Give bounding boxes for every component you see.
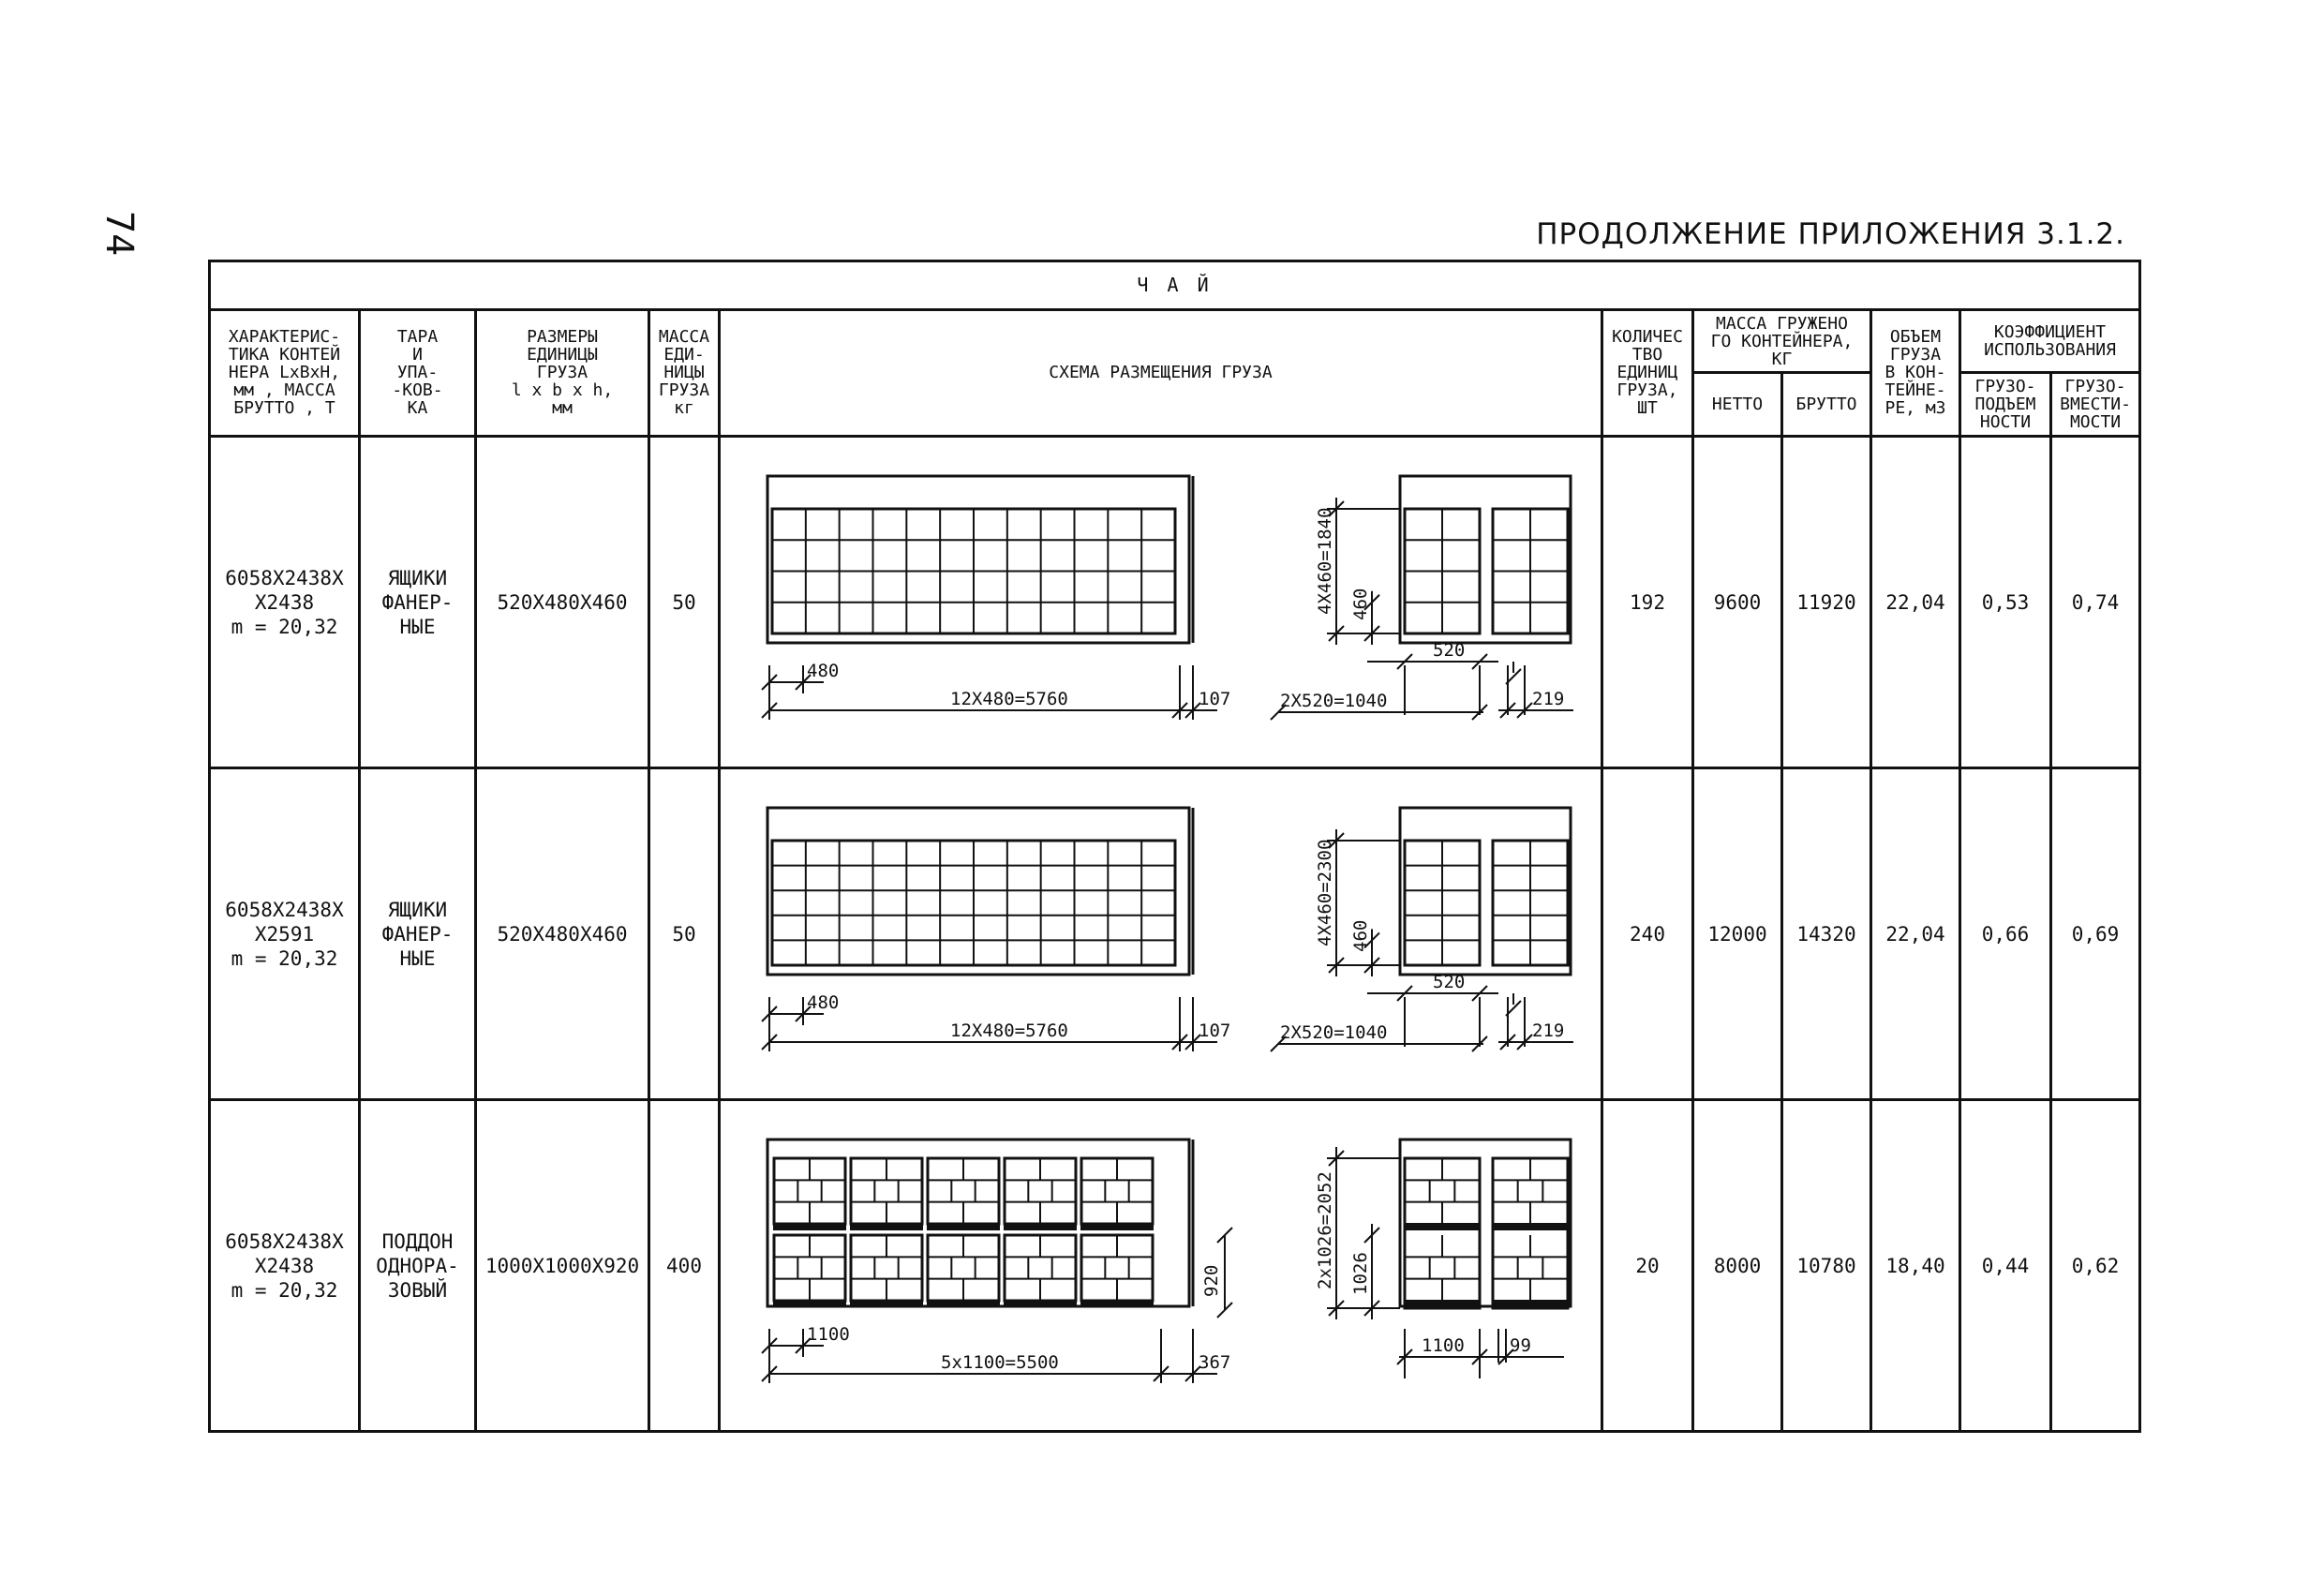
table-row <box>210 768 2140 1100</box>
text-line: ЕДИНИЦЫ <box>527 345 598 365</box>
text-line: Х2591 <box>254 922 315 946</box>
text-line: НИЦЫ <box>663 363 705 383</box>
text-line: ГРУЗА, <box>1616 380 1678 401</box>
dimension-label: 2Х520=1040 <box>1280 690 1388 711</box>
pallet-base <box>1081 1224 1153 1229</box>
volume-cell: 22,04 <box>1871 437 1960 768</box>
dimension-label: 480 <box>807 660 840 681</box>
header-unit-mass <box>649 309 720 436</box>
text-line: МОСТИ <box>2069 412 2122 433</box>
header-dimensions <box>476 309 649 436</box>
text-line: ЕДИ- <box>663 345 705 365</box>
text-line: БРУТТО , Т <box>233 398 335 419</box>
coef-cap-cell: 0,62 <box>2051 1100 2140 1432</box>
packaging-cell <box>360 1100 476 1432</box>
text-line: МАССА ГРУЖЕНО <box>1716 313 1848 334</box>
header-mass-group <box>1693 309 1871 373</box>
scheme-cell <box>720 1100 1602 1432</box>
coef-load-cell: 0,66 <box>1960 768 2051 1100</box>
dimension-label: 5х1100=5500 <box>941 1351 1059 1373</box>
header-coef-cap <box>2051 373 2140 437</box>
dimension-label: 1100 <box>1422 1334 1465 1356</box>
coef-cap-cell: 0,74 <box>2051 437 2140 768</box>
coef-cap-cell: 0,69 <box>2051 768 2140 1100</box>
text-line: ИСПОЛЬЗОВАНИЯ <box>1984 340 2116 361</box>
text-line: 6058Х2438Х <box>225 1229 344 1253</box>
dimension-label: 12Х480=5760 <box>950 688 1068 709</box>
text-line: ВМЕСТИ- <box>2060 395 2131 415</box>
text-line: В КОН- <box>1885 363 1946 383</box>
text-line: НЕРА LхBхH, <box>228 363 341 383</box>
text-line: ЕДИНИЦ <box>1616 363 1678 383</box>
text-line: ГО КОНТЕЙНЕРА, <box>1710 331 1854 351</box>
dimension-label: 520 <box>1433 639 1466 661</box>
dimensions-cell: 520Х480Х460 <box>476 768 649 1100</box>
coef-load-cell: 0,44 <box>1960 1100 2051 1432</box>
pallet-base <box>1081 1301 1153 1306</box>
text-line: ЗОВЫЙ <box>387 1278 448 1302</box>
text-line: m = 20,32 <box>231 1278 338 1302</box>
page-heading: ПРОДОЛЖЕНИЕ ПРИЛОЖЕНИЯ 3.1.2. <box>1536 217 2125 251</box>
dimensions-cell: 520Х480Х460 <box>476 437 649 768</box>
quantity-cell: 192 <box>1602 437 1693 768</box>
text-line: ПОДЪЕМ <box>1974 395 2036 415</box>
text-line: ГРУЗО- <box>2064 377 2126 397</box>
text-line: РАЗМЕРЫ <box>527 327 598 348</box>
text-line: ОБЪЕМ <box>1889 327 1942 348</box>
dimension-label: 2Х520=1040 <box>1280 1021 1388 1043</box>
dimension-label: 107 <box>1199 688 1231 709</box>
pallet-base <box>851 1301 922 1306</box>
container-cell <box>210 1100 360 1432</box>
dimension-label: 460 <box>1350 588 1371 620</box>
header-coef-group <box>1960 309 2140 373</box>
text-line: ОДНОРА- <box>376 1254 459 1277</box>
text-line: 6058Х2438Х <box>225 566 344 589</box>
pallet-base <box>928 1301 999 1306</box>
quantity-cell: 20 <box>1602 1100 1693 1432</box>
unit-mass-cell: 50 <box>649 437 720 768</box>
text-line: ТАРА <box>396 327 439 348</box>
pallet-base <box>1005 1301 1076 1306</box>
container-cell <box>210 437 360 768</box>
dimension-label: 520 <box>1433 971 1466 992</box>
dimension-label: 219 <box>1532 688 1565 709</box>
text-line: ХАРАКТЕРИС- <box>228 327 341 348</box>
table-row <box>210 437 2140 768</box>
cargo-table <box>208 260 2141 1433</box>
text-line: МАССА <box>658 327 710 348</box>
loading-scheme <box>721 1111 1600 1421</box>
dimension-label: 219 <box>1532 1020 1565 1041</box>
loading-scheme <box>721 448 1600 757</box>
pallet-base <box>928 1224 999 1229</box>
dimension-label: 4Х460=1840 <box>1315 507 1335 615</box>
header-brutto: БРУТТО <box>1782 373 1871 437</box>
header-packaging <box>360 309 476 436</box>
pallet-base <box>1493 1224 1568 1229</box>
unit-mass-cell: 400 <box>649 1100 720 1432</box>
netto-cell: 12000 <box>1693 768 1782 1100</box>
table-body <box>210 437 2140 1432</box>
dimension-label: 367 <box>1199 1351 1231 1373</box>
netto-cell: 9600 <box>1693 437 1782 768</box>
text-line: ГРУЗО- <box>1974 377 2036 397</box>
text-line: ПОДДОН <box>381 1229 454 1253</box>
header-volume <box>1871 309 1960 436</box>
text-line: КОЭФФИЦИЕНТ <box>1993 322 2107 343</box>
dimension-label: 920 <box>1201 1264 1222 1297</box>
text-line: ЯЩИКИ <box>387 566 448 589</box>
dimension-label: 1100 <box>807 1323 850 1345</box>
container-side-outline <box>767 476 1189 643</box>
scheme-cell <box>720 768 1602 1100</box>
text-line: НЫЕ <box>399 615 436 638</box>
dimension-label: 460 <box>1350 919 1371 952</box>
text-line: мм , МАССА <box>233 380 335 401</box>
text-line: мм <box>552 398 573 419</box>
loading-scheme <box>721 780 1600 1089</box>
text-line: Х2438 <box>254 590 315 614</box>
header-netto: НЕТТО <box>1693 373 1782 437</box>
brutto-cell: 10780 <box>1782 1100 1871 1432</box>
text-line: m = 20,32 <box>231 946 338 970</box>
cargo-title: Ч А Й <box>210 261 2140 310</box>
container-cell <box>210 768 360 1100</box>
dimension-label: 1026 <box>1350 1251 1371 1295</box>
dimension-label: 12Х480=5760 <box>950 1020 1068 1041</box>
packaging-cell <box>360 768 476 1100</box>
text-line: ЯЩИКИ <box>387 898 448 921</box>
dimension-label: 99 <box>1510 1334 1531 1356</box>
netto-cell: 8000 <box>1693 1100 1782 1432</box>
dimension-label: 480 <box>807 991 840 1013</box>
text-line: УПА- <box>396 363 439 383</box>
text-line: КА <box>407 398 428 419</box>
text-line: ФАНЕР- <box>381 922 454 946</box>
text-line: ГРУЗА <box>536 363 588 383</box>
quantity-cell: 240 <box>1602 768 1693 1100</box>
text-line: ТЕЙНЕ- <box>1885 380 1946 401</box>
unit-mass-cell: 50 <box>649 768 720 1100</box>
pallet-base <box>1005 1224 1076 1229</box>
text-line: -КОВ- <box>392 380 443 401</box>
text-line: НЫЕ <box>399 946 436 970</box>
text-line: КГ <box>1771 349 1793 369</box>
text-line: ШТ <box>1637 398 1658 419</box>
text-line: ГРУЗА <box>658 380 710 401</box>
pallet-base <box>851 1224 922 1229</box>
table-row <box>210 1100 2140 1432</box>
text-line: кг <box>674 398 694 419</box>
pallet-base <box>1405 1301 1480 1306</box>
pallet-base <box>1405 1224 1480 1229</box>
text-line: ТВО <box>1631 345 1663 365</box>
dimensions-cell: 1000Х1000Х920 <box>476 1100 649 1432</box>
brutto-cell: 11920 <box>1782 437 1871 768</box>
volume-cell: 22,04 <box>1871 768 1960 1100</box>
pallet-base <box>774 1224 845 1229</box>
header-scheme: СХЕМА РАЗМЕЩЕНИЯ ГРУЗА <box>720 309 1602 436</box>
text-line: ГРУЗА <box>1889 345 1942 365</box>
header-quantity <box>1602 309 1693 436</box>
packaging-cell <box>360 437 476 768</box>
text-line: Х2438 <box>254 1254 315 1277</box>
header-coef-load <box>1960 373 2051 437</box>
text-line: l х b х h, <box>511 380 614 401</box>
container-end-outline <box>1400 476 1571 643</box>
volume-cell: 18,40 <box>1871 1100 1960 1432</box>
text-line: И <box>412 345 423 365</box>
text-line: 6058Х2438Х <box>225 898 344 921</box>
dimension-label: 2х1026=2052 <box>1315 1170 1335 1289</box>
pallet-base <box>774 1301 845 1306</box>
text-line: ФАНЕР- <box>381 590 454 614</box>
text-line: КОЛИЧЕС <box>1612 327 1683 348</box>
dimension-label: 4Х460=2300 <box>1315 839 1335 946</box>
dimension-label: 107 <box>1199 1020 1231 1041</box>
text-line: НОСТИ <box>1979 412 2032 433</box>
header-container <box>210 309 360 436</box>
text-line: ТИКА КОНТЕЙ <box>228 345 341 365</box>
page-number: 74 <box>97 211 141 257</box>
coef-load-cell: 0,53 <box>1960 437 2051 768</box>
text-line: РЕ, м3 <box>1885 398 1946 419</box>
scheme-cell <box>720 437 1602 768</box>
pallet-base <box>1493 1301 1568 1306</box>
brutto-cell: 14320 <box>1782 768 1871 1100</box>
text-line: m = 20,32 <box>231 615 338 638</box>
